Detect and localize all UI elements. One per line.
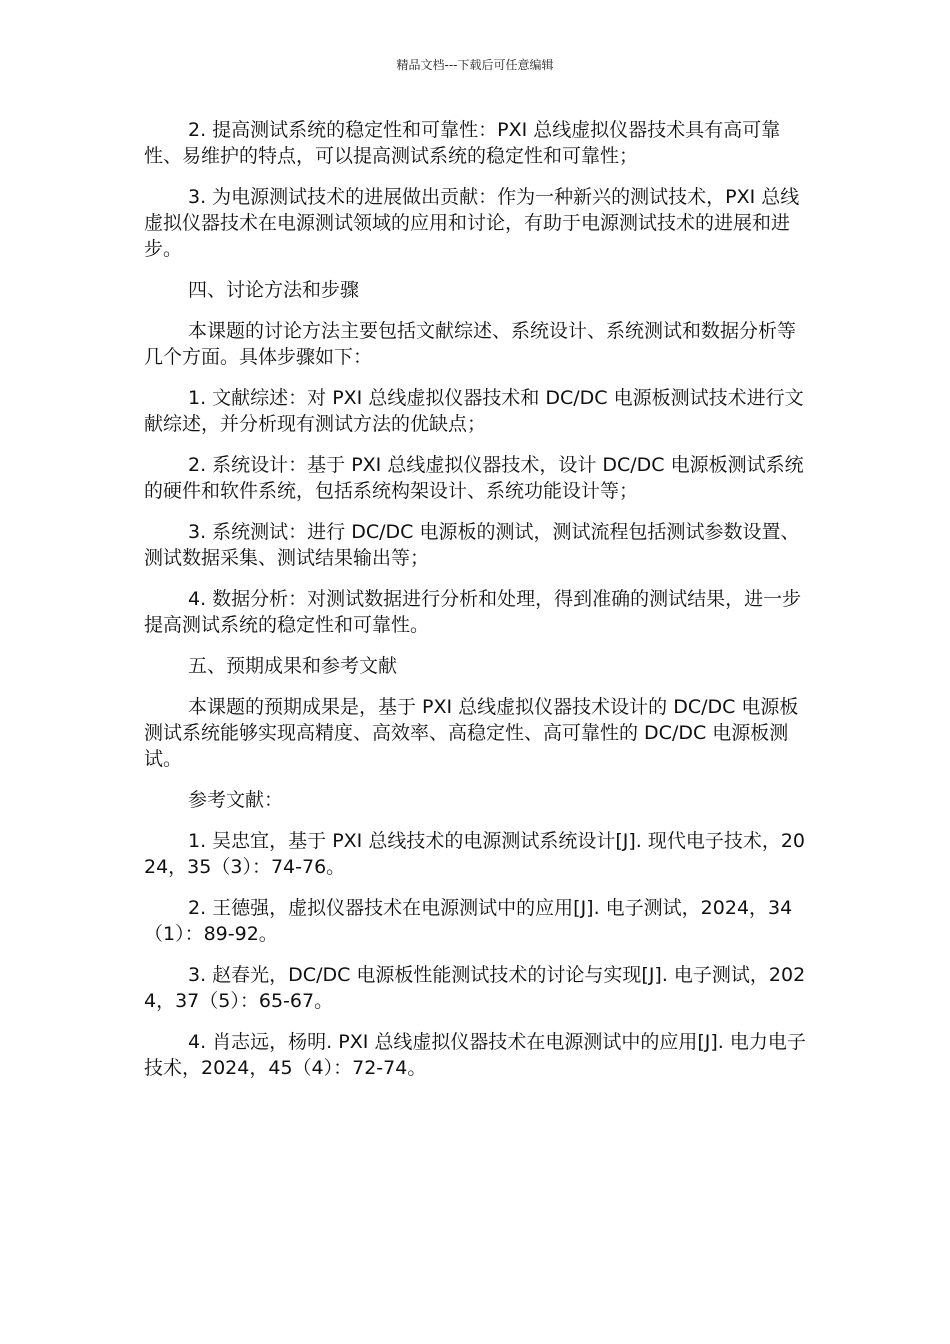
section-heading-methods: 四、讨论方法和步骤 bbox=[188, 279, 360, 301]
reference-item-1: 1. 吴忠宜，基于 PXI 总线技术的电源测试系统设计[J]. 现代电子技术，2024，35（3）：74-76。 bbox=[144, 830, 806, 878]
paragraph-methods-intro: 本课题的讨论方法主要包括文献综述、系统设计、系统测试和数据分析等几个方面。具体步骤如下： bbox=[144, 320, 797, 368]
paragraph-step-1: 1. 文献综述：对 PXI 总线虚拟仪器技术和 DC/DC 电源板测试技术进行文献综述，并分析现有测试方法的优缺点； bbox=[144, 387, 804, 435]
paragraph-step-4: 4. 数据分析：对测试数据进行分析和处理，得到准确的测试结果，进一步提高测试系统的稳定性和可靠性。 bbox=[144, 588, 802, 636]
reference-item-2: 2. 王德强，虚拟仪器技术在电源测试中的应用[J]. 电子测试，2024，34（1）：89-92。 bbox=[144, 897, 793, 945]
paragraph-expected-outcome: 本课题的预期成果是，基于 PXI 总线虚拟仪器技术设计的 DC/DC 电源板测试系统能够实现高精度、高效率、高稳定性、高可靠性的 DC/DC 电源板测试。 bbox=[144, 696, 799, 770]
reference-item-4: 4. 肖志远，杨明. PXI 总线虚拟仪器技术在电源测试中的应用[J]. 电力电子技术，2024，45（4）：72-74。 bbox=[144, 1031, 806, 1079]
paragraph-step-3: 3. 系统测试：进行 DC/DC 电源板的测试，测试流程包括测试参数设置、测试数据采集、测试结果输出等； bbox=[144, 521, 800, 569]
paragraph-benefit-3: 3. 为电源测试技术的进展做出贡献：作为一种新兴的测试技术，PXI 总线虚拟仪器技术在电源测试领域的应用和讨论，有助于电源测试技术的进展和进步。 bbox=[144, 186, 800, 260]
reference-item-3: 3. 赵春光，DC/DC 电源板性能测试技术的讨论与实现[J]. 电子测试，2024，37（5）：65-67。 bbox=[144, 964, 806, 1012]
page-header: 精品文档---下载后可任意编辑 bbox=[396, 58, 554, 72]
document-body bbox=[144, 117, 809, 1096]
paragraph-benefit-2: 2. 提高测试系统的稳定性和可靠性：PXI 总线虚拟仪器技术具有高可靠性、易维护的特点，可以提高测试系统的稳定性和可靠性； bbox=[144, 119, 781, 167]
references-label: 参考文献： bbox=[188, 789, 284, 811]
section-heading-outcomes: 五、预期成果和参考文献 bbox=[188, 655, 398, 677]
paragraph-step-2: 2. 系统设计：基于 PXI 总线虚拟仪器技术，设计 DC/DC 电源板测试系统的硬件和软件系统，包括系统构架设计、系统功能设计等； bbox=[144, 454, 804, 502]
